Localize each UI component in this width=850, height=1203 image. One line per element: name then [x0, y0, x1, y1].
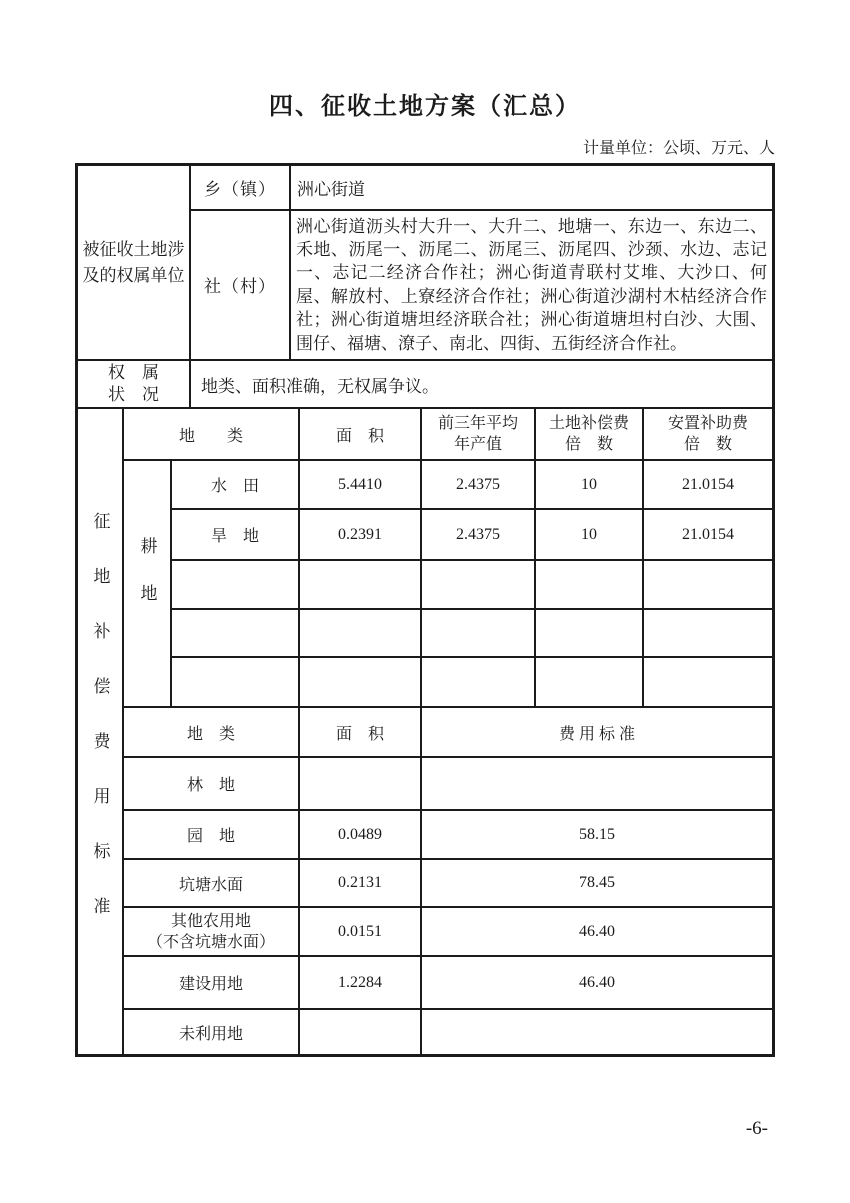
acquired-units-row-label [78, 166, 191, 359]
table-row-empty [172, 658, 772, 706]
cell-type: 建设用地 [124, 957, 300, 1008]
header2-area: 面 积 [300, 708, 422, 756]
cell-type-line1: 其他农用地 [170, 912, 251, 930]
empty-cell [536, 561, 644, 608]
cell-type: 林 地 [124, 758, 300, 809]
tenure-status-section [78, 359, 772, 407]
cell-area: 0.0489 [300, 811, 422, 858]
township-label-cell: 乡（镇） [191, 166, 291, 209]
page-number: -6- [745, 1118, 768, 1139]
cell-type: 水 田 [172, 461, 300, 508]
cultivated-rows [172, 461, 772, 706]
table-row-pond [124, 860, 772, 908]
cultivated-table-body [124, 461, 772, 706]
cell-area: 1.2284 [300, 957, 422, 1008]
empty-cell [172, 658, 300, 706]
cell-resettle: 21.0154 [682, 475, 734, 493]
header-avg-line1: 前三年平均 [437, 415, 518, 432]
header-area: 面 积 [300, 409, 422, 459]
cell-fee [422, 758, 772, 809]
empty-cell [300, 610, 422, 656]
header2-fee-standard: 费 用 标 准 [558, 725, 635, 743]
cell-type: 园 地 [124, 811, 300, 858]
tenure-label-line2: 状 况 [108, 385, 159, 404]
village-label-cell: 社（村） [191, 211, 291, 359]
cell-area: 0.2391 [300, 510, 422, 559]
acquired-units-rows [191, 166, 772, 359]
page-title: 四、征收土地方案（汇总） [269, 92, 581, 120]
cell-avg: 2.4375 [422, 510, 536, 559]
header-avg-output [422, 409, 536, 459]
empty-cell [644, 658, 772, 706]
cell-fee: 46.40 [579, 973, 615, 991]
compensation-side-label-cell [78, 409, 124, 1054]
cultivated-group-label: 耕地 [137, 536, 157, 631]
cultivated-table-header [124, 409, 772, 461]
acquired-units-label-line1: 被征收土地涉 [82, 239, 185, 259]
empty-cell [172, 610, 300, 656]
village-value-cell: 洲心街道沥头村大升一、大升二、地塘一、东边一、东边二、禾地、沥尾一、沥尾二、沥尾三、沥尾四、沙颈、水边、志记一、志记二经济合作社；洲心街道青联村艾堆、大沙口、何屋、解放村、上寮经济合作社；洲心街道沙湖村木枯经济合作社；洲心街道塘坦经济联合社；洲心街道塘坦村白沙、大围、围仔、福塘、潦子、南北、四街、五街经济合作社。 [296, 216, 767, 353]
header-comp-line1: 土地补偿费 [548, 415, 629, 432]
header2-land-type: 地 类 [124, 708, 300, 756]
empty-cell [422, 610, 536, 656]
cell-type: 坑塘水面 [124, 860, 300, 906]
table-row-unused [124, 1010, 772, 1054]
township-value-cell: 洲心街道 [297, 179, 365, 199]
header-resettle-multiple [644, 409, 772, 459]
table-row-empty [172, 561, 772, 610]
empty-cell [172, 561, 300, 608]
cell-multiple: 10 [536, 461, 644, 508]
empty-cell [536, 658, 644, 706]
empty-cell [644, 561, 772, 608]
acquired-units-section [78, 166, 772, 359]
cell-avg: 2.4375 [422, 461, 536, 508]
cell-area: 5.4410 [300, 461, 422, 508]
table-row-other-agricultural [124, 908, 772, 957]
cell-area: 0.2131 [300, 860, 422, 906]
header-land-type: 地 类 [124, 409, 300, 459]
empty-cell [644, 610, 772, 656]
cell-fee: 46.40 [579, 922, 615, 940]
cell-type: 未利用地 [124, 1010, 300, 1054]
tenure-status-value: 地类、面积准确，无权属争议。 [201, 376, 439, 396]
table-row-forest [124, 758, 772, 811]
empty-cell [536, 610, 644, 656]
tenure-status-label [78, 361, 191, 407]
cultivated-group-cell [124, 461, 172, 706]
table-row-garden [124, 811, 772, 860]
table-row-paddy [172, 461, 772, 510]
empty-cell [422, 561, 536, 608]
cell-area [300, 1010, 422, 1054]
cell-area: 0.0151 [300, 908, 422, 955]
header-comp-line2: 倍 数 [564, 436, 613, 453]
empty-cell [422, 658, 536, 706]
cell-fee: 58.15 [579, 825, 615, 843]
compensation-side-label: 征地补偿费用标准 [90, 511, 110, 952]
compensation-section [78, 407, 772, 1054]
header-resettle-line1: 安置补助费 [667, 415, 748, 432]
cell-multiple: 10 [536, 510, 644, 559]
township-row [191, 166, 772, 211]
acquired-units-label-line2: 及的权属单位 [82, 265, 185, 285]
other-land-table-header [124, 706, 772, 758]
cell-type [124, 908, 300, 955]
cell-fee: 78.45 [579, 874, 615, 891]
tenure-label-line1: 权 属 [108, 363, 159, 382]
land-acquisition-table [75, 163, 775, 1057]
table-row-dryland [172, 510, 772, 561]
cell-type-line2: （不含坑塘水面） [146, 933, 275, 951]
village-row [191, 211, 772, 359]
header-resettle-line2: 倍 数 [683, 436, 732, 453]
cell-type: 旱 地 [172, 510, 300, 559]
header-land-comp-multiple [536, 409, 644, 459]
measure-unit-note: 计量单位：公顷、万元、人 [582, 140, 775, 157]
header-avg-line2: 年产值 [453, 436, 502, 453]
table-row-empty [172, 610, 772, 658]
compensation-tables [124, 409, 772, 1054]
cell-fee [422, 1010, 772, 1054]
table-row-construction [124, 957, 772, 1010]
empty-cell [300, 658, 422, 706]
empty-cell [300, 561, 422, 608]
cell-resettle: 21.0154 [682, 525, 734, 543]
cell-area [300, 758, 422, 809]
